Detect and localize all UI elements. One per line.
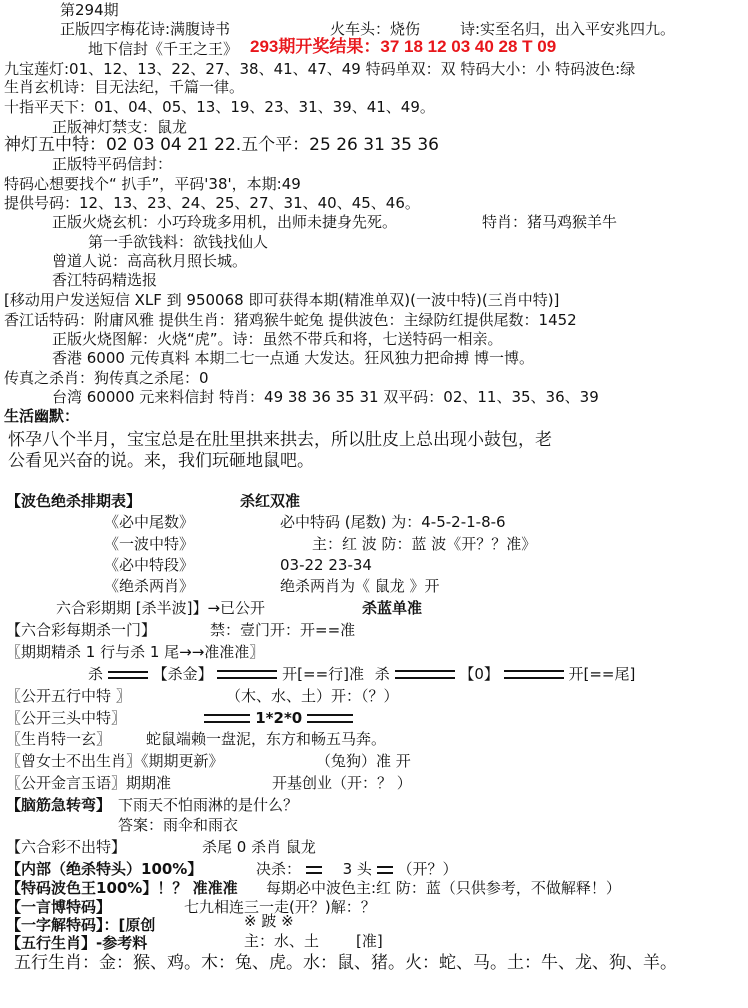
plum-poem: 正版四字梅花诗:满腹诗书 <box>60 20 231 38</box>
divider <box>217 670 277 679</box>
joke-line-1: 怀孕八个半月，宝宝总是在肚里拱来拱去，所以肚皮上总出现小鼓包，老 <box>8 430 552 450</box>
color-kill-table: 【波色绝杀排期表】 <box>6 492 142 510</box>
kill-two-label: 《绝杀两肖》 <box>104 577 195 595</box>
golden-words-value: 开基创业（开：？ ） <box>272 774 412 792</box>
five-zodiac-main: 主：水、土 <box>244 932 320 950</box>
hk-fax: 香港 6000 元传真料 本期二七一点通 大发达。狂风独力把命搏 博一博。 <box>52 349 535 367</box>
provided-numbers: 提供号码：12、13、23、24、25、27、31、40、45、46。 <box>4 194 420 212</box>
ten-fingers: 十指平天下：01、04、05、13、19、23、31、39、41、49。 <box>4 98 435 116</box>
xiangjiang-report: 香江特码精选报 <box>52 271 158 289</box>
one-word-label: 【一言博特码】 <box>6 898 112 916</box>
kill-door-label: 【六合彩每期杀一门】 <box>6 621 157 639</box>
inner-kill-value <box>256 860 457 878</box>
divider <box>204 714 250 723</box>
kill-row-tail: 〖期期精杀 1 行与杀 1 尾→→准准准〗 <box>6 643 265 661</box>
pickpocket-line: 特码心想要找个“ 扒手”，平码'38'，本期:49 <box>4 175 301 193</box>
one-char-value: ※ 跛 ※ <box>244 912 294 930</box>
train-head: 火车头：烧伤 <box>330 20 421 38</box>
brain-teaser-answer: 答案：雨伞和雨衣 <box>118 816 239 834</box>
open-row: 开[==行]准 <box>282 665 364 683</box>
must-tail-label: 《必中尾数》 <box>104 513 195 531</box>
segment-value: 03-22 23-34 <box>280 556 372 574</box>
first-hand: 第一手欲钱料：欲钱找仙人 <box>88 233 269 251</box>
joke-line-2: 公看见兴奋的说。来，我们玩砸地鼠吧。 <box>8 451 314 471</box>
lamp-ban: 正版神灯禁支：鼠龙 <box>52 118 188 136</box>
kill-head: 3 头 <box>342 860 372 878</box>
five-zodiac-label: 【五行生肖】-参考料 <box>6 934 148 952</box>
inner-kill-label: 【内部（绝杀特头）100%】 <box>6 860 203 878</box>
ms-zeng-value: （兔狗）准 开 <box>316 752 411 770</box>
kill-word-2: 杀 <box>374 665 390 683</box>
kill-word: 杀 <box>88 665 104 683</box>
half-wave-label: 六合彩期期 [杀半波]】→已公开 <box>56 599 266 617</box>
brain-teaser-label: 【脑筋急转弯】 <box>6 796 112 814</box>
one-wave-label: 《一波中特》 <box>104 535 195 553</box>
kill-two-value: 绝杀两肖为《 鼠龙 》开 <box>280 577 440 595</box>
special-zodiac: 特肖：猪马鸡猴羊牛 <box>482 213 618 231</box>
one-wave-value: 主：红 波 防：蓝 波《开？？准》 <box>312 535 537 553</box>
kill-line <box>88 665 635 683</box>
lamp-five: 神灯五中特：02 03 04 21 22.五个平：25 26 31 35 36 <box>4 135 439 155</box>
poem-text: 诗:实至名归，出入平安兆四九。 <box>460 20 676 38</box>
three-head-digits: 1*2*0 <box>255 709 303 727</box>
brain-teaser-question: 下雨天不怕雨淋的是什么？ <box>118 796 299 814</box>
no-special-label: 【六合彩不出特】 <box>6 838 127 856</box>
divider <box>504 670 564 679</box>
segment-label: 《必中特段》 <box>104 556 195 574</box>
five-zodiac-accurate: [准] <box>356 932 383 950</box>
kill-zero: 【0】 <box>459 665 499 683</box>
golden-words-label: 〖公开金言玉语〗期期准 <box>6 774 172 792</box>
sms-promo: [移动用户发送短信 XLF 到 950068 即可获得本期(精准单双)(一波中特)(三肖中特)] <box>4 291 560 309</box>
one-char-label: 【一字解特码】：[原创 <box>6 916 156 934</box>
three-head-value <box>204 709 353 727</box>
draw-results: 293期开奖结果：37 18 12 03 40 28 T 09 <box>250 37 557 56</box>
kill-gold: 【杀金】 <box>152 665 213 683</box>
divider <box>377 866 393 874</box>
five-zodiac-list: 五行生肖：金：猴、鸡。木：兔、虎。水：鼠、猪。火：蛇、马。土：牛、龙、狗、羊。 <box>14 953 677 973</box>
open-tail: 开[==尾] <box>568 665 636 683</box>
fire-diagram: 正版火烧图解：火烧“虎”。诗：虽然不带兵和将，七送特码一相亲。 <box>52 330 503 348</box>
kill-open: （开？） <box>397 860 458 878</box>
five-element-label: 〖公开五行中特 〗 <box>6 687 131 705</box>
decisive-kill: 决杀： <box>256 860 302 878</box>
divider <box>307 714 353 723</box>
color-king-label: 【特码波色王100%】！？ 准准准 <box>6 879 238 897</box>
zodiac-mystery-label: 〖生肖特一玄〗 <box>6 730 112 748</box>
zodiac-mystery-value: 蛇鼠端赖一盘泥，东方和畅五马奔。 <box>146 730 387 748</box>
must-tail-value: 必中特码 (尾数) 为：4-5-2-1-8-6 <box>280 513 506 531</box>
divider <box>395 670 455 679</box>
issue-number: 第294期 <box>60 1 119 19</box>
three-head-label: 〖公开三头中特〗 <box>6 709 127 727</box>
zodiac-poem: 生肖玄机诗：目无法纪，千篇一律。 <box>4 78 245 96</box>
fax-kill: 传真之杀肖：狗传真之杀尾：0 <box>4 369 209 387</box>
divider <box>108 671 148 679</box>
kill-blue: 杀蓝单准 <box>362 599 423 617</box>
fire-riddle: 正版火烧玄机：小巧玲珑多用机，出师未捷身先死。 <box>52 213 398 231</box>
humor-heading: 生活幽默： <box>4 407 80 425</box>
flat-envelope: 正版特平码信封： <box>52 155 173 173</box>
five-element-value: （木、水、土）开：（？） <box>226 687 399 705</box>
underground-envelope: 地下信封《千王之王》 <box>88 40 239 58</box>
xiangjiang-words: 香江话特码：附庸风雅 提供生肖：猪鸡猴牛蛇兔 提供波色：主绿防红提供尾数：1452 <box>4 311 577 329</box>
taoist-says: 曾道人说：高高秋月照长城。 <box>52 252 248 270</box>
kill-door-value: 禁：壹门开：开==准 <box>210 621 356 639</box>
one-word-value: 七九相连三一走(开？)解：？ <box>184 898 376 916</box>
color-king-value: 每期必中波色主:红 防：蓝（只供参考，不做解释！） <box>266 879 621 897</box>
no-special-value: 杀尾 0 杀肖 鼠龙 <box>202 838 316 856</box>
taiwan-envelope: 台湾 60000 元来料信封 特肖：49 38 36 35 31 双平码：02、11、35、36、39 <box>52 388 599 406</box>
kill-red: 杀红双准 <box>240 492 301 510</box>
divider <box>306 866 322 874</box>
nine-lotus: 九宝莲灯:01、12、13、22、27、38、41、47、49 特码单双：双 特码大小：小 特码波色:绿 <box>4 60 636 78</box>
ms-zeng-label: 〖曾女士不出生肖〗《期期更新》 <box>6 752 224 770</box>
